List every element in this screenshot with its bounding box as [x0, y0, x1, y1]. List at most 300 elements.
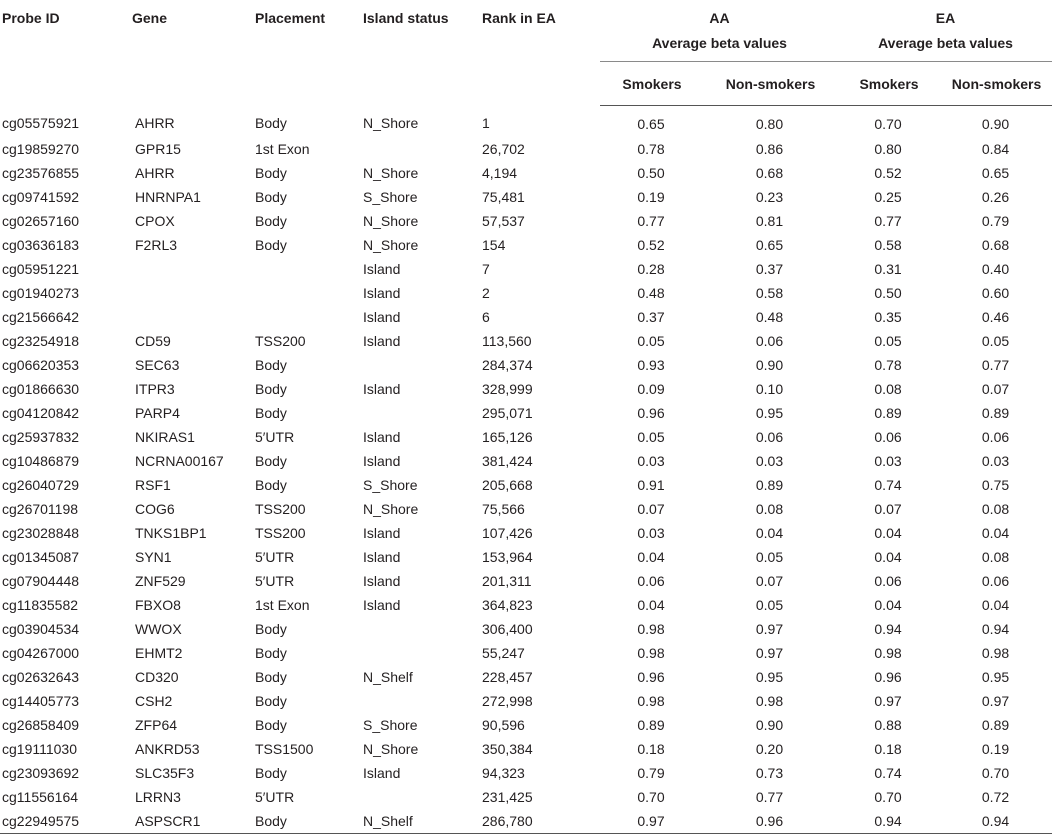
table-row — [0, 497, 1052, 521]
gene-cell: NKIRAS1 — [135, 429, 195, 445]
ea-smokers-cell: 0.04 — [874, 525, 902, 541]
rank-cell: 6 — [482, 309, 490, 325]
ea-smokers-cell: 0.88 — [874, 717, 902, 733]
placement-cell: Body — [255, 237, 287, 253]
rank-cell: 154 — [482, 237, 506, 253]
aa-smokers-cell: 0.28 — [637, 261, 665, 277]
rank-cell: 165,126 — [482, 429, 533, 445]
gene-cell: LRRN3 — [135, 789, 181, 805]
aa-non-smokers-cell: 0.80 — [755, 115, 784, 132]
rank-cell: 350,384 — [482, 741, 533, 757]
probe-id-cell: cg02657160 — [2, 213, 80, 229]
placement-cell: Body — [255, 165, 287, 181]
aa-non-smokers-cell: 0.95 — [755, 405, 784, 421]
ea-non-smokers-cell: 0.89 — [981, 717, 1010, 733]
placement-cell: TSS200 — [255, 333, 306, 349]
ea-smokers-cell: 0.25 — [874, 189, 902, 205]
aa-non-smokers-cell: 0.86 — [755, 141, 784, 157]
table-row — [0, 353, 1052, 377]
island-status-cell: Island — [363, 453, 401, 469]
aa-non-smokers-cell: 0.06 — [755, 333, 784, 349]
header-aa-non-smokers: Non-smokers — [702, 62, 837, 106]
aa-smokers-cell: 0.37 — [637, 309, 665, 325]
probe-id-cell: cg23093692 — [2, 765, 80, 781]
aa-smokers-cell: 0.96 — [637, 405, 665, 421]
probe-id-cell: cg19859270 — [2, 141, 80, 157]
table-row — [0, 713, 1052, 737]
ea-non-smokers-cell: 0.07 — [981, 381, 1010, 397]
aa-non-smokers-cell: 0.95 — [755, 669, 784, 685]
ea-non-smokers-cell: 0.03 — [981, 453, 1010, 469]
gene-cell: ITPR3 — [135, 381, 175, 397]
ea-smokers-cell: 0.94 — [874, 621, 902, 637]
header-rank-in-ea: Rank in EA — [482, 10, 556, 26]
ea-smokers-cell: 0.98 — [874, 645, 902, 661]
aa-non-smokers-cell: 0.97 — [755, 645, 784, 661]
placement-cell: Body — [255, 357, 287, 373]
probe-id-cell: cg09741592 — [2, 189, 80, 205]
rank-cell: 272,998 — [482, 693, 533, 709]
aa-non-smokers-cell: 0.07 — [755, 573, 784, 589]
rank-cell: 4,194 — [482, 165, 518, 181]
aa-non-smokers-cell: 0.77 — [755, 789, 784, 805]
table-row — [0, 689, 1052, 713]
ea-smokers-cell: 0.06 — [874, 429, 902, 445]
table-row — [0, 185, 1052, 209]
probe-id-cell: cg23576855 — [2, 165, 80, 181]
aa-non-smokers-cell: 0.20 — [755, 741, 784, 757]
aa-smokers-cell: 0.78 — [637, 141, 665, 157]
island-status-cell: Island — [363, 261, 401, 277]
rank-cell: 295,071 — [482, 405, 533, 421]
aa-smokers-cell: 0.98 — [637, 621, 665, 637]
aa-smokers-cell: 0.04 — [637, 549, 665, 565]
placement-cell: 5′UTR — [255, 549, 295, 565]
header-avg-beta-ea: Average beta values — [837, 35, 1052, 62]
placement-cell: Body — [253, 809, 361, 834]
gene-cell: PARP4 — [135, 405, 180, 421]
placement-cell: 1st Exon — [255, 141, 310, 157]
header-gene: Gene — [132, 10, 168, 26]
rank-cell: 381,424 — [482, 453, 533, 469]
probe-id-cell: cg26040729 — [2, 477, 80, 493]
header-placement: Placement — [255, 10, 326, 26]
placement-cell: TSS200 — [255, 525, 306, 541]
header-island-status: Island status — [363, 10, 449, 26]
rank-cell: 286,780 — [480, 809, 600, 834]
ea-non-smokers-cell: 0.70 — [981, 765, 1010, 781]
gene-cell: GPR15 — [135, 141, 181, 157]
gene-cell: SYN1 — [135, 549, 172, 565]
island-status-cell: Island — [363, 765, 401, 781]
probe-id-cell: cg23028848 — [2, 525, 80, 541]
ea-smokers-cell: 0.94 — [837, 809, 939, 834]
rank-cell: 364,823 — [482, 597, 533, 613]
probe-id-cell: cg01940273 — [2, 285, 80, 301]
gene-cell — [130, 281, 253, 305]
ea-smokers-cell: 0.35 — [874, 309, 902, 325]
aa-smokers-cell: 0.19 — [637, 189, 665, 205]
aa-smokers-cell: 0.03 — [637, 453, 665, 469]
ea-non-smokers-cell: 0.46 — [981, 309, 1010, 325]
rank-cell: 55,247 — [482, 645, 525, 661]
table-header — [0, 0, 1052, 106]
probe-id-cell: cg03636183 — [2, 237, 80, 253]
table-row — [0, 737, 1052, 761]
aa-non-smokers-cell: 0.05 — [755, 549, 784, 565]
gene-cell: RSF1 — [135, 477, 171, 493]
aa-non-smokers-cell: 0.90 — [755, 717, 784, 733]
ea-non-smokers-cell: 0.68 — [981, 237, 1010, 253]
aa-non-smokers-cell: 0.10 — [755, 381, 784, 397]
header-aa-smokers: Smokers — [600, 62, 702, 106]
ea-non-smokers-cell: 0.79 — [981, 213, 1010, 229]
aa-smokers-cell: 0.05 — [637, 333, 665, 349]
aa-non-smokers-cell: 0.98 — [755, 693, 784, 709]
probe-id-cell: cg22949575 — [0, 809, 130, 834]
header-ea-non-smokers: Non-smokers — [939, 62, 1052, 106]
placement-cell: Body — [255, 765, 287, 781]
probe-id-cell: cg14405773 — [2, 693, 80, 709]
aa-non-smokers-cell: 0.58 — [755, 285, 784, 301]
ea-non-smokers-cell: 0.84 — [981, 141, 1010, 157]
gene-cell: ZNF529 — [135, 573, 186, 589]
table-row — [0, 785, 1052, 809]
island-status-cell: S_Shore — [363, 477, 418, 493]
ea-non-smokers-cell: 0.19 — [981, 741, 1010, 757]
aa-smokers-cell: 0.77 — [637, 213, 665, 229]
island-status-cell — [361, 137, 480, 161]
gene-cell: AHRR — [135, 165, 175, 181]
table-row — [0, 473, 1052, 497]
ea-smokers-cell: 0.74 — [874, 477, 902, 493]
aa-non-smokers-cell: 0.89 — [755, 477, 784, 493]
table-row — [0, 761, 1052, 785]
aa-non-smokers-cell: 0.90 — [755, 357, 784, 373]
aa-smokers-cell: 0.05 — [637, 429, 665, 445]
island-status-cell — [361, 641, 480, 665]
probe-id-cell: cg21566642 — [2, 309, 80, 325]
header-group-aa: AA — [709, 10, 730, 26]
ea-smokers-cell: 0.78 — [874, 357, 902, 373]
gene-cell — [130, 257, 253, 281]
probe-id-cell: cg05951221 — [2, 261, 80, 277]
rank-cell: 75,481 — [482, 189, 525, 205]
gene-cell: SEC63 — [135, 357, 180, 373]
aa-non-smokers-cell: 0.23 — [755, 189, 784, 205]
ea-smokers-cell: 0.50 — [874, 285, 902, 301]
placement-cell: Body — [255, 669, 287, 685]
placement-cell — [253, 257, 361, 281]
table-row — [0, 401, 1052, 425]
rank-cell: 90,596 — [482, 717, 525, 733]
placement-cell — [253, 305, 361, 329]
gene-cell — [130, 305, 253, 329]
rank-cell: 201,311 — [482, 573, 532, 589]
ea-non-smokers-cell: 0.40 — [981, 261, 1010, 277]
table-row — [0, 641, 1052, 665]
table-body — [0, 106, 1052, 834]
island-status-cell: N_Shore — [363, 741, 419, 757]
island-status-cell: N_Shore — [363, 501, 419, 517]
table-row — [0, 329, 1052, 353]
ea-smokers-cell: 0.70 — [874, 115, 902, 132]
island-status-cell: S_Shore — [363, 717, 418, 733]
island-status-cell: Island — [363, 333, 401, 349]
aa-smokers-cell: 0.06 — [637, 573, 665, 589]
rank-cell: 306,400 — [482, 621, 533, 637]
aa-non-smokers-cell: 0.08 — [755, 501, 784, 517]
probe-id-cell: cg25937832 — [2, 429, 80, 445]
aa-smokers-cell: 0.70 — [637, 789, 665, 805]
rank-cell: 205,668 — [482, 477, 533, 493]
aa-smokers-cell: 0.52 — [637, 237, 665, 253]
table-row — [0, 209, 1052, 233]
table-row — [0, 569, 1052, 593]
aa-non-smokers-cell: 0.68 — [755, 165, 784, 181]
rank-cell: 231,425 — [482, 789, 533, 805]
ea-non-smokers-cell: 0.08 — [981, 501, 1010, 517]
aa-smokers-cell: 0.98 — [637, 693, 665, 709]
aa-non-smokers-cell: 0.97 — [755, 621, 784, 637]
aa-smokers-cell: 0.50 — [637, 165, 665, 181]
placement-cell: 1st Exon — [255, 597, 310, 613]
rank-cell: 284,374 — [482, 357, 533, 373]
ea-smokers-cell: 0.58 — [874, 237, 902, 253]
probe-id-cell: cg19111030 — [2, 741, 77, 757]
aa-non-smokers-cell: 0.06 — [755, 429, 784, 445]
ea-non-smokers-cell: 0.94 — [939, 809, 1052, 834]
table-row — [0, 281, 1052, 305]
probe-id-cell: cg04267000 — [2, 645, 80, 661]
ea-smokers-cell: 0.89 — [874, 405, 902, 421]
island-status-cell: Island — [363, 549, 401, 565]
table-row — [0, 233, 1052, 257]
aa-smokers-cell: 0.09 — [637, 381, 665, 397]
island-status-cell: Island — [363, 309, 401, 325]
gene-cell: SLC35F3 — [135, 765, 195, 781]
table-row — [0, 106, 1052, 138]
ea-non-smokers-cell: 0.60 — [981, 285, 1010, 301]
ea-smokers-cell: 0.96 — [874, 669, 902, 685]
ea-non-smokers-cell: 0.77 — [981, 357, 1010, 373]
aa-smokers-cell: 0.97 — [600, 809, 702, 834]
placement-cell: Body — [255, 621, 287, 637]
ea-non-smokers-cell: 0.05 — [981, 333, 1010, 349]
probe-id-cell: cg11556164 — [2, 789, 79, 805]
ea-non-smokers-cell: 0.06 — [981, 573, 1010, 589]
ea-non-smokers-cell: 0.75 — [981, 477, 1010, 493]
island-status-cell: N_Shore — [363, 165, 419, 181]
table-row — [0, 617, 1052, 641]
ea-non-smokers-cell: 0.06 — [981, 429, 1010, 445]
ea-smokers-cell: 0.97 — [874, 693, 902, 709]
ea-smokers-cell: 0.18 — [874, 741, 902, 757]
aa-non-smokers-cell: 0.03 — [755, 453, 784, 469]
gene-cell: EHMT2 — [135, 645, 183, 661]
probe-id-cell: cg26701198 — [2, 501, 79, 517]
probe-id-cell: cg11835582 — [2, 597, 79, 613]
ea-smokers-cell: 0.52 — [874, 165, 902, 181]
placement-cell: 5′UTR — [255, 789, 295, 805]
rank-cell: 26,702 — [482, 141, 525, 157]
placement-cell: TSS200 — [255, 501, 306, 517]
island-status-cell: S_Shore — [363, 189, 418, 205]
aa-smokers-cell: 0.48 — [637, 285, 665, 301]
placement-cell: Body — [255, 477, 287, 493]
rank-cell: 153,964 — [482, 549, 533, 565]
probe-id-cell: cg07904448 — [2, 573, 80, 589]
aa-non-smokers-cell: 0.48 — [755, 309, 784, 325]
ea-non-smokers-cell: 0.08 — [981, 549, 1010, 565]
island-status-cell — [361, 689, 480, 713]
gene-cell: CSH2 — [135, 693, 173, 709]
rank-cell: 75,566 — [482, 501, 525, 517]
probe-id-cell: cg01866630 — [2, 381, 80, 397]
island-status-cell: Island — [363, 429, 401, 445]
table-row — [0, 305, 1052, 329]
aa-smokers-cell: 0.65 — [637, 115, 665, 132]
table-row — [0, 377, 1052, 401]
ea-non-smokers-cell: 0.65 — [981, 165, 1010, 181]
ea-non-smokers-cell: 0.04 — [981, 597, 1010, 613]
table-row — [0, 425, 1052, 449]
ea-smokers-cell: 0.08 — [874, 381, 902, 397]
placement-cell: TSS1500 — [255, 741, 314, 757]
aa-non-smokers-cell: 0.65 — [755, 237, 784, 253]
ea-non-smokers-cell: 0.72 — [981, 789, 1010, 805]
ea-smokers-cell: 0.07 — [874, 501, 902, 517]
ea-non-smokers-cell: 0.97 — [981, 693, 1010, 709]
ea-non-smokers-cell: 0.98 — [981, 645, 1010, 661]
gene-cell: CD320 — [135, 669, 179, 685]
gene-cell: WWOX — [135, 621, 182, 637]
placement-cell: Body — [255, 717, 287, 733]
ea-smokers-cell: 0.80 — [874, 141, 902, 157]
header-avg-beta-aa: Average beta values — [600, 35, 837, 62]
aa-smokers-cell: 0.93 — [637, 357, 665, 373]
ea-non-smokers-cell: 0.95 — [981, 669, 1010, 685]
aa-smokers-cell: 0.79 — [637, 765, 665, 781]
aa-smokers-cell: 0.91 — [637, 477, 665, 493]
aa-non-smokers-cell: 0.37 — [755, 261, 784, 277]
header-probe-id: Probe ID — [2, 10, 60, 26]
ea-smokers-cell: 0.04 — [874, 597, 902, 613]
probe-id-cell: cg23254918 — [2, 333, 80, 349]
rank-cell: 1 — [482, 115, 490, 132]
island-status-cell: Island — [363, 525, 401, 541]
ea-smokers-cell: 0.70 — [874, 789, 902, 805]
rank-cell: 328,999 — [482, 381, 533, 397]
gene-cell: CD59 — [135, 333, 171, 349]
rank-cell: 2 — [482, 285, 490, 301]
aa-non-smokers-cell: 0.81 — [755, 213, 784, 229]
rank-cell: 57,537 — [482, 213, 525, 229]
ea-smokers-cell: 0.77 — [874, 213, 902, 229]
table-row — [0, 665, 1052, 689]
placement-cell: Body — [255, 213, 287, 229]
probe-id-cell: cg04120842 — [2, 405, 80, 421]
probe-id-cell: cg01345087 — [2, 549, 80, 565]
table-row — [0, 593, 1052, 617]
ea-smokers-cell: 0.06 — [874, 573, 902, 589]
placement-cell: Body — [255, 115, 287, 132]
aa-smokers-cell: 0.18 — [637, 741, 665, 757]
ea-non-smokers-cell: 0.26 — [981, 189, 1010, 205]
island-status-cell: Island — [363, 381, 401, 397]
rank-cell: 113,560 — [482, 333, 532, 349]
placement-cell — [253, 281, 361, 305]
ea-non-smokers-cell: 0.90 — [981, 115, 1010, 132]
aa-non-smokers-cell: 0.04 — [755, 525, 784, 541]
probe-id-cell: cg06620353 — [2, 357, 80, 373]
probe-id-cell: cg02632643 — [2, 669, 80, 685]
gene-cell: ANKRD53 — [135, 741, 200, 757]
placement-cell: Body — [255, 693, 287, 709]
aa-smokers-cell: 0.04 — [637, 597, 665, 613]
aa-smokers-cell: 0.96 — [637, 669, 665, 685]
rank-cell: 94,323 — [482, 765, 525, 781]
placement-cell: 5′UTR — [255, 573, 295, 589]
gene-cell: CPOX — [135, 213, 175, 229]
gene-cell: ZFP64 — [135, 717, 178, 733]
table-row — [0, 449, 1052, 473]
ea-non-smokers-cell: 0.94 — [981, 621, 1010, 637]
table-row — [0, 545, 1052, 569]
ea-non-smokers-cell: 0.89 — [981, 405, 1010, 421]
gene-cell: TNKS1BP1 — [135, 525, 207, 541]
ea-non-smokers-cell: 0.04 — [981, 525, 1010, 541]
placement-cell: Body — [255, 645, 287, 661]
table-row — [0, 521, 1052, 545]
aa-non-smokers-cell: 0.73 — [755, 765, 784, 781]
placement-cell: Body — [255, 453, 287, 469]
island-status-cell: N_Shelf — [363, 669, 413, 685]
ea-smokers-cell: 0.31 — [874, 261, 902, 277]
probe-id-cell: cg05575921 — [2, 115, 80, 132]
table-row — [0, 161, 1052, 185]
rank-cell: 107,426 — [482, 525, 533, 541]
placement-cell: 5′UTR — [255, 429, 295, 445]
island-status-cell: N_Shore — [363, 237, 419, 253]
gene-cell: COG6 — [135, 501, 175, 517]
island-status-cell — [361, 353, 480, 377]
placement-cell: Body — [255, 381, 287, 397]
ea-smokers-cell: 0.04 — [874, 549, 902, 565]
island-status-cell: Island — [363, 597, 401, 613]
probe-id-cell: cg26858409 — [2, 717, 80, 733]
island-status-cell — [361, 785, 480, 809]
gene-cell: AHRR — [135, 115, 175, 132]
gene-cell: F2RL3 — [135, 237, 178, 253]
table-row — [0, 137, 1052, 161]
table-row — [0, 809, 1052, 834]
ea-smokers-cell: 0.74 — [874, 765, 902, 781]
placement-cell: Body — [255, 405, 287, 421]
header-ea-smokers: Smokers — [837, 62, 939, 106]
island-status-cell — [361, 401, 480, 425]
aa-non-smokers-cell: 0.05 — [755, 597, 784, 613]
island-status-cell: N_Shelf — [361, 809, 480, 834]
aa-non-smokers-cell: 0.96 — [702, 809, 837, 834]
probe-id-cell: cg10486879 — [2, 453, 80, 469]
gene-cell: FBXO8 — [135, 597, 181, 613]
header-group-ea: EA — [935, 10, 956, 26]
placement-cell: Body — [255, 189, 287, 205]
aa-smokers-cell: 0.03 — [637, 525, 665, 541]
ea-smokers-cell: 0.03 — [874, 453, 902, 469]
island-status-cell: Island — [363, 573, 401, 589]
